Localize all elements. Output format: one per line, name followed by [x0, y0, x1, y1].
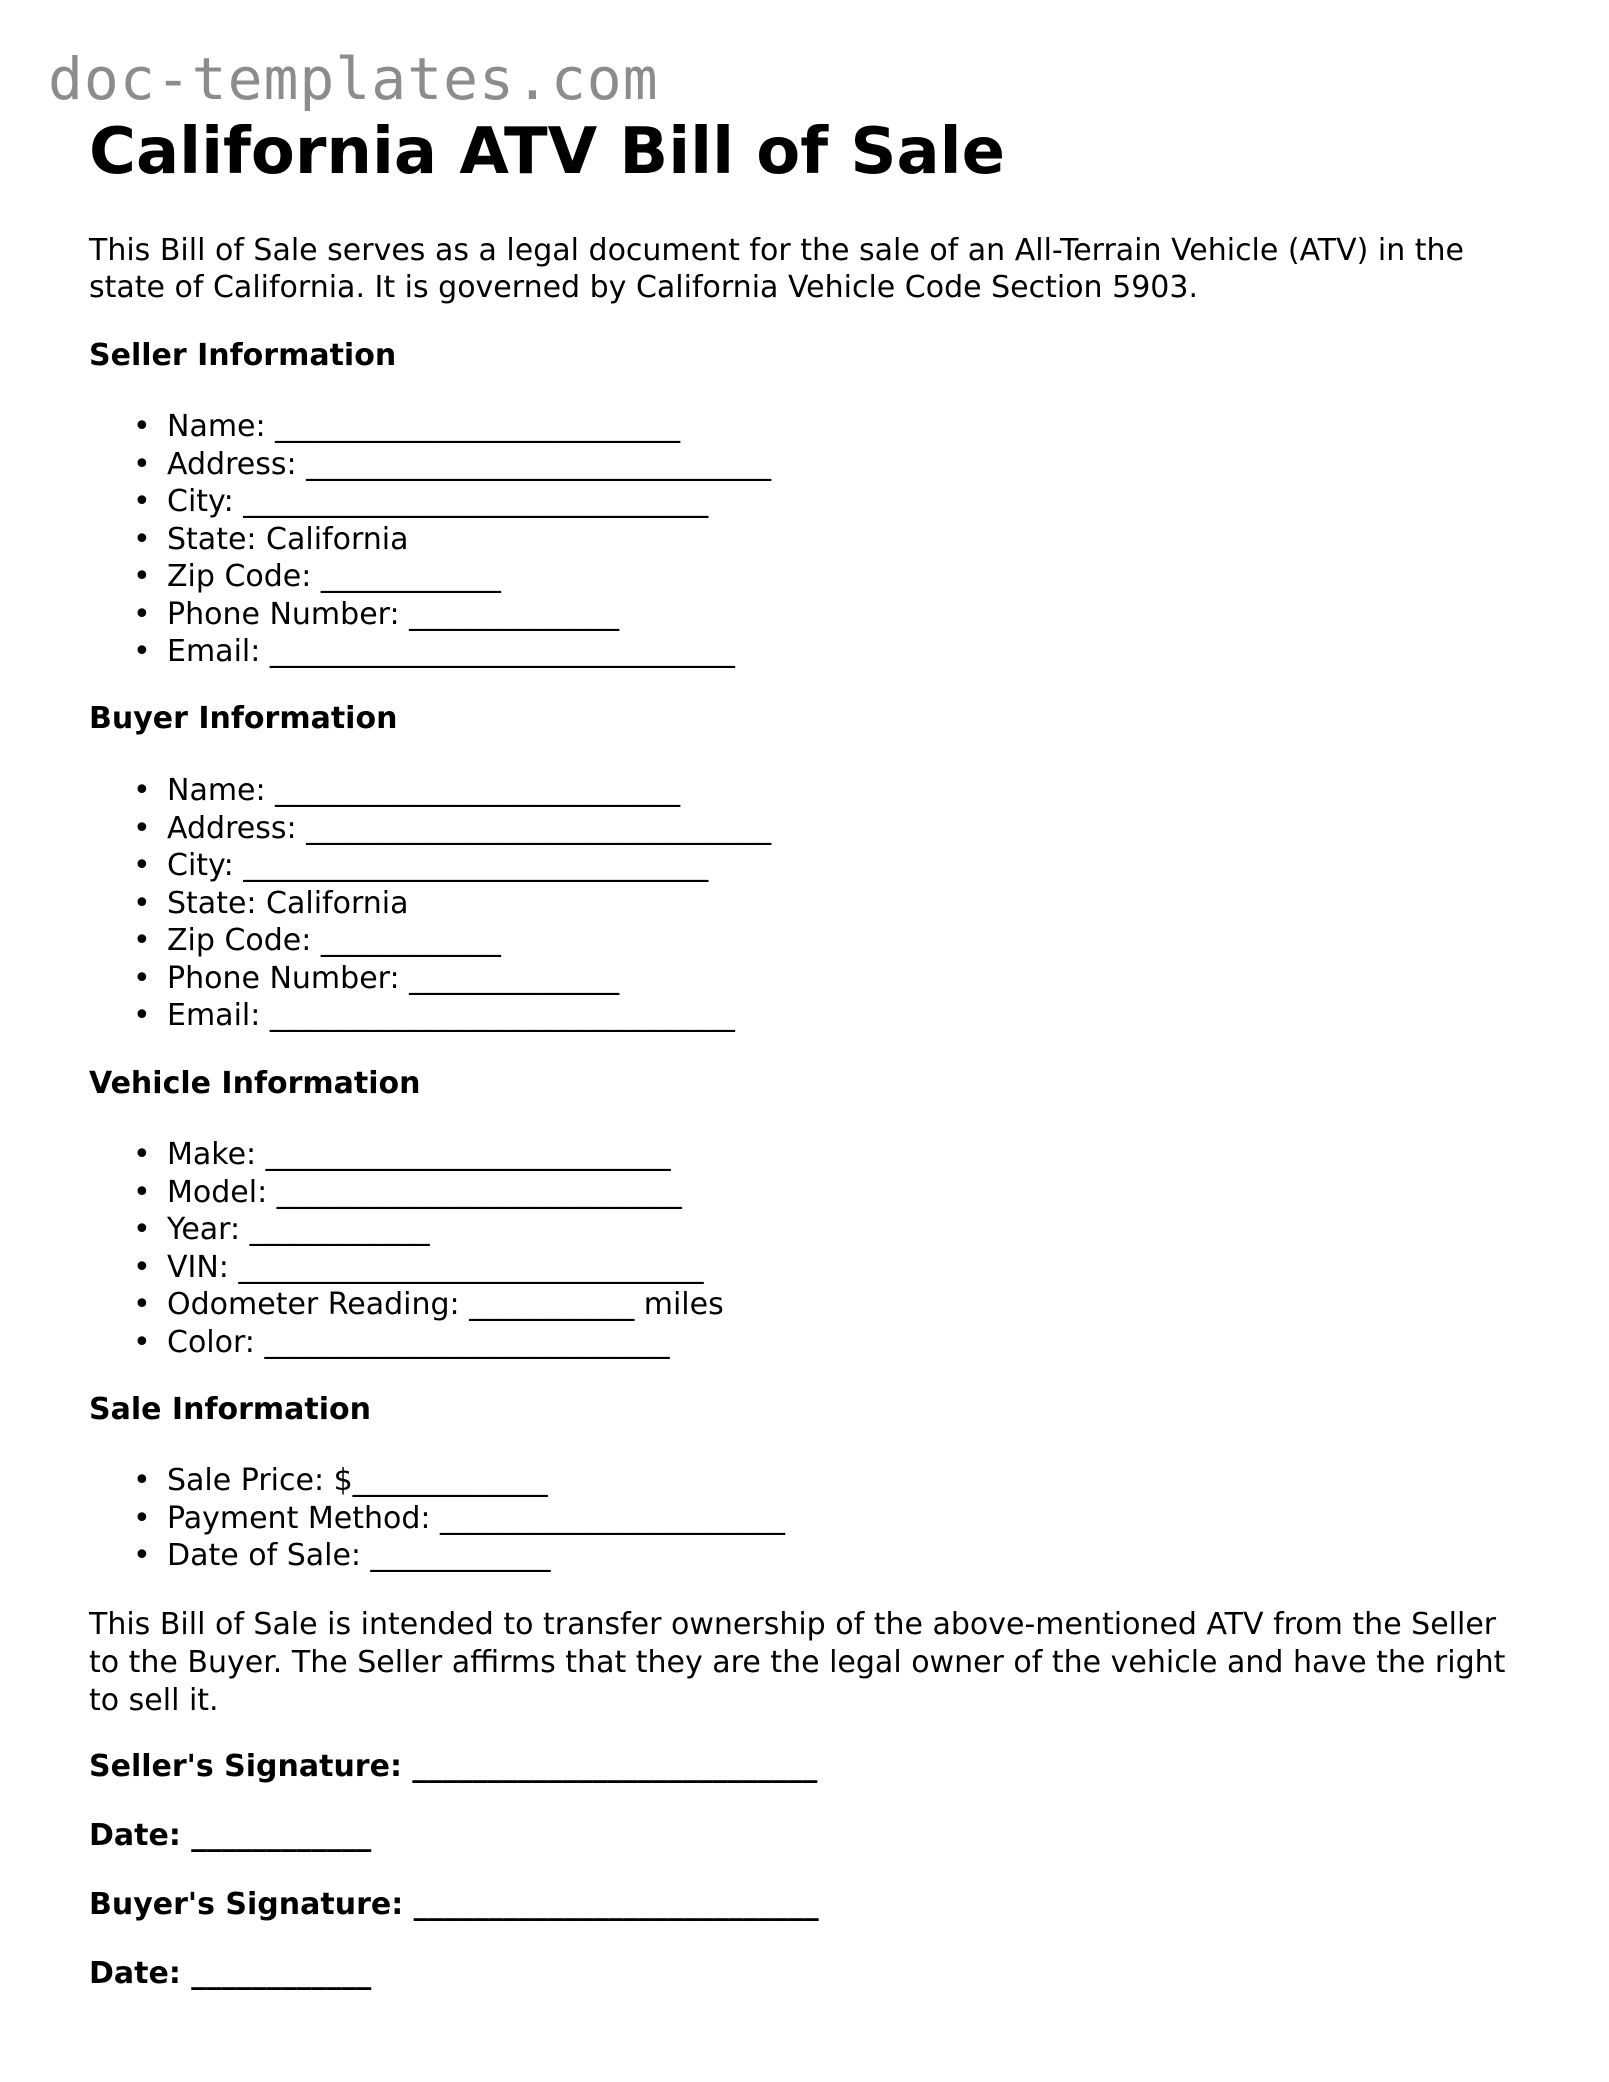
seller-state-field: State: California — [167, 521, 409, 557]
bullet-icon: • — [133, 998, 151, 1033]
list-item — [89, 922, 771, 960]
seller-name-field[interactable]: Name: ___________________________ — [167, 409, 681, 444]
list-item — [89, 521, 771, 559]
bullet-icon: • — [133, 409, 151, 444]
list-item — [89, 1211, 724, 1249]
bullet-icon: • — [133, 885, 151, 921]
list-item — [89, 483, 771, 521]
list-item — [89, 558, 771, 596]
document-page — [89, 115, 1529, 1991]
buyer-zip-field[interactable]: Zip Code: ____________ — [167, 923, 501, 958]
closing-paragraph: This Bill of Sale is intended to transfer ownership of the above-mentioned ATV from the Seller to the Buyer. The Seller affirms that they are the legal owner of the vehicle and have the right to sell it. — [89, 1607, 1506, 1718]
bullet-icon: • — [133, 596, 151, 632]
bullet-icon: • — [133, 1212, 151, 1247]
bullet-icon: • — [133, 810, 151, 846]
buyer-signature-field[interactable]: Buyer's Signature: ___________________________ — [89, 1887, 819, 1922]
bullet-icon: • — [133, 484, 151, 519]
list-item — [89, 1286, 724, 1324]
list-item — [89, 408, 771, 446]
list-item — [89, 885, 771, 923]
bullet-icon: • — [133, 1463, 151, 1498]
buyer-address-field[interactable]: Address: _______________________________ — [167, 810, 772, 846]
bullet-icon: • — [133, 848, 151, 883]
sale-price-field[interactable]: Sale Price: $_____________ — [167, 1463, 548, 1498]
bullet-icon: • — [133, 1249, 151, 1285]
bullet-icon: • — [133, 923, 151, 958]
bullet-icon: • — [133, 634, 151, 669]
sale-payment-method-field[interactable]: Payment Method: _______________________ — [167, 1500, 786, 1536]
intro-paragraph: This Bill of Sale serves as a legal document for the sale of an All-Terrain Vehicle (ATV) in the state of California. It is governed by California Vehicle Code Section 5903. — [89, 233, 1464, 305]
list-item — [89, 446, 771, 484]
buyer-state-field: State: California — [167, 885, 409, 921]
buyer-fields-list — [89, 772, 771, 1035]
vehicle-fields-list — [89, 1136, 724, 1361]
seller-fields-list — [89, 408, 771, 671]
vehicle-odometer-field[interactable]: Odometer Reading: ___________ miles — [167, 1287, 724, 1322]
seller-signature-field[interactable]: Seller's Signature: ___________________________ — [89, 1749, 818, 1784]
bullet-icon: • — [133, 1137, 151, 1172]
bullet-icon: • — [133, 559, 151, 594]
sale-section-heading: Sale Information — [89, 1392, 371, 1427]
bullet-icon: • — [133, 521, 151, 557]
list-item — [89, 1136, 724, 1174]
list-item — [89, 1537, 785, 1575]
vehicle-make-field[interactable]: Make: ___________________________ — [167, 1137, 671, 1172]
sale-date-field[interactable]: Date of Sale: ____________ — [167, 1538, 551, 1573]
list-item — [89, 997, 771, 1035]
buyer-name-field[interactable]: Name: ___________________________ — [167, 773, 681, 808]
list-item — [89, 960, 771, 998]
buyer-email-field[interactable]: Email: _______________________________ — [167, 998, 735, 1033]
list-item — [89, 772, 771, 810]
seller-city-field[interactable]: City: _______________________________ — [167, 484, 709, 519]
seller-section-heading: Seller Information — [89, 338, 397, 373]
list-item — [89, 1462, 785, 1500]
bullet-icon: • — [133, 1174, 151, 1210]
bullet-icon: • — [133, 1538, 151, 1573]
list-item — [89, 1174, 724, 1212]
bullet-icon: • — [133, 446, 151, 482]
bullet-icon: • — [133, 1500, 151, 1536]
list-item — [89, 633, 771, 671]
list-item — [89, 596, 771, 634]
vehicle-model-field[interactable]: Model: ___________________________ — [167, 1174, 682, 1210]
watermark: doc-templates.com — [48, 45, 659, 113]
list-item — [89, 1500, 785, 1538]
seller-date-field[interactable]: Date: ____________ — [89, 1818, 372, 1853]
list-item — [89, 1324, 724, 1362]
buyer-section-heading: Buyer Information — [89, 701, 398, 736]
bullet-icon: • — [133, 1324, 151, 1360]
bullet-icon: • — [133, 1287, 151, 1322]
seller-address-field[interactable]: Address: _______________________________ — [167, 446, 772, 482]
list-item — [89, 810, 771, 848]
list-item — [89, 1249, 724, 1287]
vehicle-section-heading: Vehicle Information — [89, 1066, 421, 1101]
seller-phone-field[interactable]: Phone Number: ______________ — [167, 596, 620, 632]
buyer-date-field[interactable]: Date: ____________ — [89, 1956, 372, 1991]
vehicle-color-field[interactable]: Color: ___________________________ — [167, 1324, 670, 1360]
vehicle-vin-field[interactable]: VIN: _______________________________ — [167, 1249, 704, 1285]
buyer-phone-field[interactable]: Phone Number: ______________ — [167, 960, 620, 996]
buyer-city-field[interactable]: City: _______________________________ — [167, 848, 709, 883]
bullet-icon: • — [133, 960, 151, 996]
seller-zip-field[interactable]: Zip Code: ____________ — [167, 559, 501, 594]
seller-email-field[interactable]: Email: _______________________________ — [167, 634, 735, 669]
page-title: California ATV Bill of Sale — [89, 115, 1005, 189]
list-item — [89, 847, 771, 885]
bullet-icon: • — [133, 773, 151, 808]
sale-fields-list — [89, 1462, 785, 1575]
vehicle-year-field[interactable]: Year: ____________ — [167, 1212, 430, 1247]
